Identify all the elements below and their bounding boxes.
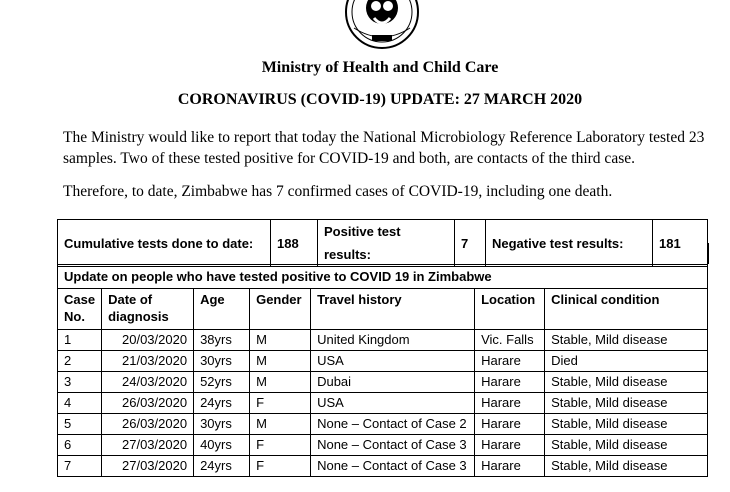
case-travel: USA bbox=[311, 351, 475, 372]
case-condition: Stable, Mild disease bbox=[545, 435, 708, 456]
cumulative-value: 188 bbox=[271, 220, 318, 267]
case-age: 30yrs bbox=[194, 351, 250, 372]
case-location: Harare bbox=[475, 351, 545, 372]
case-travel: None – Contact of Case 3 bbox=[311, 435, 475, 456]
table-row bbox=[58, 435, 708, 456]
update-title: CORONAVIRUS (COVID-19) UPDATE: 27 MARCH 2020 bbox=[177, 91, 583, 108]
case-location: Harare bbox=[475, 456, 545, 477]
case-date: 26/03/2020 bbox=[102, 393, 194, 414]
header-date: Date of diagnosis bbox=[102, 289, 194, 330]
case-condition: Stable, Mild disease bbox=[545, 456, 708, 477]
table-row bbox=[58, 372, 708, 393]
case-gender: F bbox=[250, 456, 311, 477]
case-gender: M bbox=[250, 372, 311, 393]
case-gender: M bbox=[250, 414, 311, 435]
negative-label: Negative test results: bbox=[486, 220, 653, 267]
positive-value: 7 bbox=[455, 220, 486, 267]
case-no: 2 bbox=[58, 351, 102, 372]
cases-table-caption: Update on people who have tested positive to COVID 19 in Zimbabwe bbox=[58, 265, 708, 289]
header-condition: Clinical condition bbox=[545, 289, 708, 330]
header-gender: Gender bbox=[250, 289, 311, 330]
cases-table bbox=[57, 264, 708, 477]
cumulative-label: Cumulative tests done to date: bbox=[58, 220, 271, 267]
case-location: Vic. Falls bbox=[475, 330, 545, 351]
case-gender: F bbox=[250, 393, 311, 414]
case-age: 40yrs bbox=[194, 435, 250, 456]
case-no: 6 bbox=[58, 435, 102, 456]
case-condition: Died bbox=[545, 351, 708, 372]
case-no: 3 bbox=[58, 372, 102, 393]
table-row bbox=[58, 330, 708, 351]
case-travel: USA bbox=[311, 393, 475, 414]
header-travel: Travel history bbox=[311, 289, 475, 330]
case-condition: Stable, Mild disease bbox=[545, 414, 708, 435]
header-case-no: Case No. bbox=[58, 289, 102, 330]
case-date: 26/03/2020 bbox=[102, 414, 194, 435]
case-location: Harare bbox=[475, 372, 545, 393]
case-date: 27/03/2020 bbox=[102, 435, 194, 456]
table-row bbox=[58, 456, 708, 477]
negative-value: 181 bbox=[653, 220, 708, 267]
header-age: Age bbox=[194, 289, 250, 330]
case-gender: M bbox=[250, 330, 311, 351]
case-no: 7 bbox=[58, 456, 102, 477]
case-condition: Stable, Mild disease bbox=[545, 372, 708, 393]
case-location: Harare bbox=[475, 414, 545, 435]
case-age: 38yrs bbox=[194, 330, 250, 351]
case-location: Harare bbox=[475, 435, 545, 456]
report-paragraph: The Ministry would like to report that today the National Microbiology Reference Laboratory tested 23 samples. Two of these tested positive for COVID-19 and both, are contacts of the third case. bbox=[63, 129, 705, 167]
table-row bbox=[58, 393, 708, 414]
case-date: 24/03/2020 bbox=[102, 372, 194, 393]
table-spacer bbox=[57, 243, 709, 264]
case-travel: None – Contact of Case 2 bbox=[311, 414, 475, 435]
case-date: 21/03/2020 bbox=[102, 351, 194, 372]
case-location: Harare bbox=[475, 393, 545, 414]
case-gender: M bbox=[250, 351, 311, 372]
cases-header-row bbox=[58, 289, 708, 330]
case-condition: Stable, Mild disease bbox=[545, 393, 708, 414]
coat-of-arms-seal-icon bbox=[338, 0, 426, 50]
case-date: 27/03/2020 bbox=[102, 456, 194, 477]
case-age: 24yrs bbox=[194, 393, 250, 414]
case-date: 20/03/2020 bbox=[102, 330, 194, 351]
case-condition: Stable, Mild disease bbox=[545, 330, 708, 351]
case-age: 24yrs bbox=[194, 456, 250, 477]
total-cases-paragraph: Therefore, to date, Zimbabwe has 7 confirmed cases of COVID-19, including one death. bbox=[63, 183, 613, 200]
case-travel: None – Contact of Case 3 bbox=[311, 456, 475, 477]
table-row bbox=[58, 414, 708, 435]
case-age: 52yrs bbox=[194, 372, 250, 393]
case-travel: United Kingdom bbox=[311, 330, 475, 351]
ministry-name: Ministry of Health and Child Care bbox=[261, 59, 499, 76]
case-travel: Dubai bbox=[311, 372, 475, 393]
header-location: Location bbox=[475, 289, 545, 330]
case-no: 1 bbox=[58, 330, 102, 351]
case-age: 30yrs bbox=[194, 414, 250, 435]
positive-label: Positive test results: bbox=[318, 220, 455, 267]
case-gender: F bbox=[250, 435, 311, 456]
case-no: 4 bbox=[58, 393, 102, 414]
case-no: 5 bbox=[58, 414, 102, 435]
table-row bbox=[58, 351, 708, 372]
